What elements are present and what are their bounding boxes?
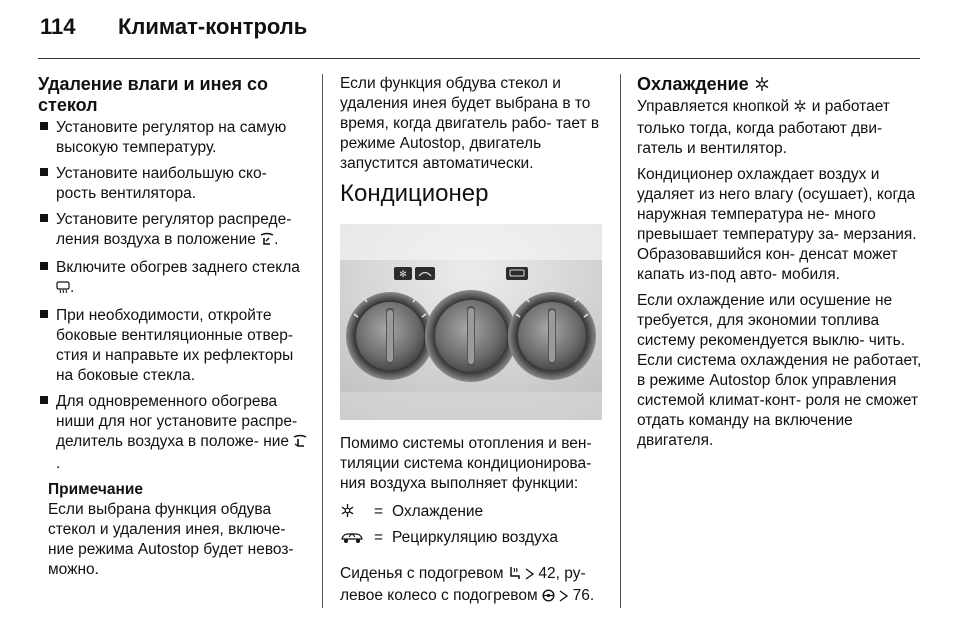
cooling-description-paragraph: Кондиционер охлаждает воздух и удаляет из него влагу (осушает), когда наружная температура не- много превышает температуру за- мерзания. Образовавшийся кон- денсат может капать из-под авто- мобиля. — [637, 166, 917, 283]
snowflake-icon — [793, 99, 807, 119]
page-number: 114 — [40, 14, 76, 39]
reference-arrow-icon — [525, 566, 534, 586]
header-rule — [38, 58, 920, 59]
column-air-conditioning — [340, 74, 608, 614]
windshield-airflow-icon — [260, 232, 274, 252]
heated-steering-wheel-icon — [542, 588, 555, 608]
legend-row: = Рециркуляцию воздуха — [340, 526, 608, 552]
air-distribution-knob — [508, 292, 596, 380]
windshield-footwell-airflow-icon — [293, 434, 307, 454]
functions-intro-paragraph: Помимо системы отопления и вен- тиляции система кондиционирова- ния воздуха выполняет функции: — [340, 435, 592, 492]
svg-text:✻: ✻ — [399, 270, 407, 280]
note-title: Примечание — [48, 481, 143, 498]
heated-seat-icon — [508, 566, 521, 586]
heated-features-paragraph: Сиденья с подогревом 42, ру- левое колесо с подогревом 76. — [340, 564, 608, 608]
autostop-paragraph: Если функция обдува стекол и удаления инея будет выбрана в то время, когда двигатель рабо- тает в режиме Autostop, двигатель запустится автоматически. — [340, 75, 600, 172]
fan-speed-knob — [346, 292, 434, 380]
column-divider — [620, 74, 621, 608]
column-cooling — [637, 74, 922, 457]
recirculation-button-icon — [415, 267, 435, 280]
legend-label: Охлаждение — [392, 503, 484, 520]
functions-legend — [340, 500, 608, 552]
snowflake-icon — [754, 76, 770, 97]
list-item: Установите наибольшую ско- рость вентилятора. — [38, 164, 308, 204]
bullet-icon — [40, 168, 48, 176]
section-heading-cooling: Охлаждение — [637, 74, 922, 97]
section-heading-air-conditioning: Кондиционер — [340, 180, 489, 207]
rear-heater-button-icon — [506, 267, 528, 280]
bullet-icon — [40, 310, 48, 318]
reference-arrow-icon — [559, 588, 568, 608]
bullet-icon — [40, 262, 48, 270]
column-divider — [322, 74, 323, 608]
list-item: Установите регулятор на самую высокую температуру. — [38, 118, 308, 158]
note-text: Если выбрана функция обдува стекол и удаления инея, включе- ние режима Autostop будет невоз- можно. — [48, 501, 294, 578]
rear-window-heater-icon — [56, 280, 70, 300]
ac-button-icon — [394, 267, 412, 280]
page-header — [40, 14, 307, 40]
cooling-control-paragraph: Управляется кнопкой и работает только тогда, когда работают дви- гатель и вентилятор. — [637, 98, 890, 157]
list-item: Для одновременного обогрева ниши для ног установите распре- делитель воздуха в положе- ние . — [38, 392, 308, 474]
list-item: Включите обогрев заднего стекла . — [38, 258, 308, 300]
legend-label: Рециркуляцию воздуха — [392, 529, 558, 546]
bullet-icon — [40, 396, 48, 404]
list-item: Установите регулятор распреде- ления воздуха в положение . — [38, 210, 308, 252]
temperature-knob — [425, 290, 517, 382]
cooling-autostop-paragraph: Если охлаждение или осушение не требуется, для экономии топлива систему рекомендуется выклю- чить. Если система охлаждения не работает, в режиме Autostop блок управления системой климат-конт- роля не сможет отдать команду на включение двигателя. — [637, 292, 922, 449]
column-defrost — [38, 74, 308, 580]
climate-control-panel-image — [340, 224, 602, 420]
list-item: При необходимости, откройте боковые вентиляционные отвер- стия и направьте их рефлекторы на боковые стекла. — [38, 306, 308, 386]
defrost-steps-list — [38, 118, 308, 474]
bullet-icon — [40, 214, 48, 222]
page-title: Климат-контроль — [118, 14, 308, 39]
legend-row: = Охлаждение — [340, 500, 608, 526]
section-heading-defrost: Удаление влаги и инея со стекол — [38, 74, 269, 115]
recirculation-icon — [340, 530, 364, 550]
bullet-icon — [40, 122, 48, 130]
snowflake-icon — [340, 503, 355, 524]
